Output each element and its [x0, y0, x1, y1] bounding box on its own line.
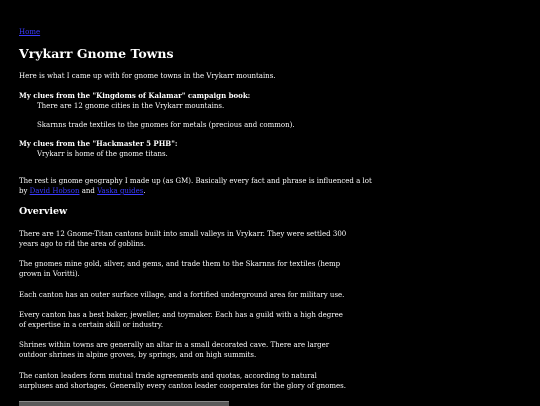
- home-link[interactable]: Home: [19, 28, 41, 36]
- overview-paragraph: Each canton has an outer surface village, and a fortified underground area for military use.: [19, 291, 345, 299]
- overview-paragraph: There are 12 Gnome-Titan cantons built into small valleys in Vrykarr. They were settled 300 years ago to rid the area of goblins.: [19, 230, 347, 248]
- page-title: Vrykarr Gnome Towns: [19, 46, 174, 61]
- credit-link-hobson[interactable]: David Hobson: [29, 187, 80, 195]
- clues-heading-kalamar: My clues from the "Kingdoms of Kalamar" campaign book:: [19, 91, 251, 100]
- and-text: and: [81, 187, 95, 195]
- overview-paragraph: The gnomes mine gold, silver, and gems, and trade them to the Skarnns for textiles (hemp grown in Voritti).: [19, 260, 341, 278]
- clue-item: Skarnns trade textiles to the gnomes for metals (precious and common).: [37, 121, 295, 129]
- clues-heading-hackmaster: My clues from the "Hackmaster 5 PHB":: [19, 139, 178, 148]
- overview-paragraph: Shrines within towns are generally an altar in a small decorated cave. There are larger outdoor shrines in alpine groves, by springs, and on high summits.: [19, 341, 330, 359]
- clue-item: Vrykarr is home of the gnome titans.: [37, 150, 168, 158]
- influence-text: The rest is gnome geography I made up (as GM). Basically every fact and phrase is influenced a lot: [19, 177, 372, 185]
- influence-credits: [19, 186, 146, 196]
- overview-paragraph: Every canton has a best baker, jeweller, and toymaker. Each has a guild with a high degree of expertise in a certain skill or industry.: [19, 311, 343, 329]
- overview-paragraph: The canton leaders form mutual trade agreements and quotas, according to natural surpluses and shortages. Generally every canton leader cooperates for the glory of gnomes.: [19, 372, 346, 390]
- overview-heading: Overview: [19, 206, 68, 217]
- period-text: .: [143, 187, 146, 195]
- by-text: by: [19, 187, 28, 195]
- bottom-table-edge: [19, 401, 229, 406]
- intro-text: Here is what I came up with for gnome towns in the Vrykarr mountains.: [19, 72, 276, 80]
- clue-item: There are 12 gnome cities in the Vrykarr mountains.: [37, 102, 225, 110]
- credit-link-vaska[interactable]: Vaska guides: [97, 187, 144, 195]
